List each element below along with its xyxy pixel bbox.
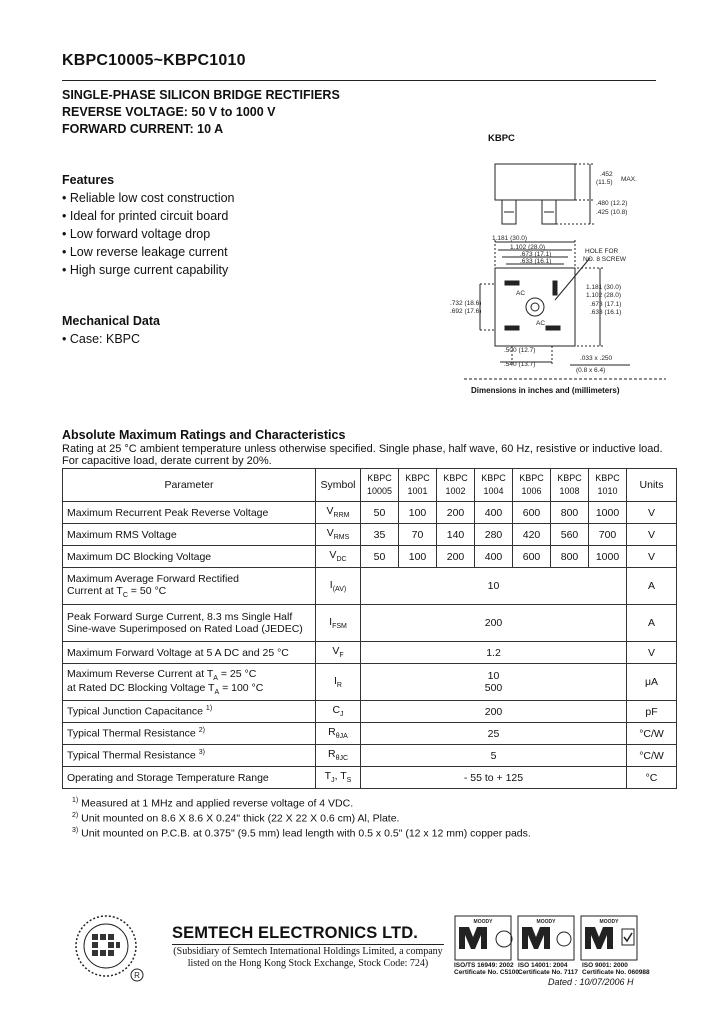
package-side-body: [495, 164, 575, 200]
dim-label: .033 x .250: [580, 355, 613, 362]
terminal-pad: [505, 326, 519, 330]
cert-label: ISO 9001: 2000: [582, 962, 628, 969]
cert-brand: MOODY: [473, 919, 493, 925]
moody-logo-icon: [459, 927, 487, 949]
subtitle-line-1: SINGLE-PHASE SILICON BRIDGE RECTIFIERS: [62, 88, 340, 102]
certification-logos: [454, 915, 640, 963]
ratings-description: For capacitive load, derate current by 20%.: [62, 455, 272, 467]
terminal-pad: [505, 281, 519, 285]
dim-label: .732 (18.6): [450, 300, 482, 307]
dim-label: 1.102 (28.0): [510, 244, 546, 251]
screw-hole: [526, 298, 544, 316]
dim-label: .500 (12.7): [504, 347, 536, 354]
dim-label: .452: [600, 171, 613, 178]
header-units: Units: [627, 469, 677, 502]
package-label: KBPC: [488, 133, 515, 144]
table-row: Maximum Reverse Current at $T_A = 25$ °C at Rated DC Blocking Voltage $T_A = 100$ °C $I_R$ 10 500 μA: [63, 664, 677, 701]
table-row: Maximum Forward Voltage at 5 A DC and 25 °C $V_F$ 1.2 V: [63, 642, 677, 664]
mechanical-case: • Case: KBPC: [62, 332, 141, 346]
company-listing: listed on the Hong Kong Stock Exchange, Stock Code: 724): [187, 958, 429, 969]
dim-label: MAX.: [621, 176, 637, 183]
table-row: Maximum RMS Voltage $V_{RMS}$ 35 70 140 280 420 560 700 V: [63, 524, 677, 546]
dim-label: .633 (16.1): [590, 309, 622, 316]
cert-number: Certificate No. C5100: [454, 969, 520, 976]
dim-label: AC: [516, 290, 526, 297]
dim-label: .673 (17.1): [590, 301, 622, 308]
header-symbol: Symbol: [316, 469, 361, 502]
table-row: Typical Junction Capacitance $^{1)}$ $C_J$ 200 pF: [63, 701, 677, 723]
package-drawing: [440, 150, 680, 386]
header-part: KBPC 1001: [399, 469, 437, 502]
dim-label: 1.181 (30.0): [586, 284, 622, 291]
moody-logo-icon: [585, 927, 613, 949]
dim-label: NO. 8 SCREW: [583, 256, 626, 263]
svg-text:R: R: [134, 971, 140, 980]
terminal-pad: [553, 281, 557, 295]
feature-item: • Low forward voltage drop: [62, 227, 211, 241]
company-subsidiary: (Subsidiary of Semtech International Holdings Limited, a company: [173, 946, 443, 957]
header-part: KBPC 1004: [475, 469, 513, 502]
feature-item: • Ideal for printed circuit board: [62, 209, 229, 223]
subtitle-line-3: FORWARD CURRENT: 10 A: [62, 122, 224, 136]
ratings-heading: Absolute Maximum Ratings and Characteristics: [62, 428, 346, 442]
dim-label: .673 (17.1): [520, 251, 552, 258]
cert-number: Certificate No. 7117: [518, 969, 578, 976]
dim-label: (0.8 x 6.4): [576, 367, 606, 374]
cert-label: ISO/TS 16949: 2002: [454, 962, 514, 969]
cert-number: Certificate No. 060988: [582, 969, 650, 976]
mechanical-heading: Mechanical Data: [62, 314, 160, 328]
moody-logo-icon: [522, 927, 550, 949]
footnote: $^{2)}$ Unit mounted on 8.6 X 8.6 X 0.24" thick (22 X 22 X 0.6 cm) Al, Plate.: [72, 812, 400, 825]
company-name: SEMTECH ELECTRONICS LTD.: [172, 924, 418, 942]
company-rule: [172, 944, 444, 945]
registered-mark-icon: [130, 968, 144, 982]
dim-label: .633 (16.1): [520, 258, 552, 265]
terminal-pad: [546, 326, 560, 330]
table-row: Typical Thermal Resistance $^{2)}$ $R_{\theta JA}$ 25 °C/W: [63, 723, 677, 745]
table-row: Maximum Average Forward Rectified Current at $T_C = 50$ °C $I_{(AV)}$ 10 A: [63, 568, 677, 605]
footnote: $^{3)}$ Unit mounted on P.C.B. at 0.375" (9.5 mm) lead length with 0.5 x 0.5" (12 x 12 mm) copper pads.: [72, 827, 531, 840]
ratings-table: [62, 468, 677, 789]
ratings-description: Rating at 25 °C ambient temperature unless otherwise specified. Single phase, half wave, 60 Hz, resistive or inductive load.: [62, 443, 663, 455]
header-part: KBPC 10005: [361, 469, 399, 502]
dim-label: AC: [536, 320, 546, 327]
title-rule: [62, 80, 656, 81]
check-icon: [624, 933, 632, 941]
header-part: KBPC 1008: [551, 469, 589, 502]
dim-label: .540 (13.7): [504, 361, 536, 368]
table-row: Peak Forward Surge Current, 8.3 ms Single Half Sine-wave Superimposed on Rated Load (JEDEC) $I_{FSM}$ 200 A: [63, 605, 677, 642]
dimensions-note: Dimensions in inches and (millimeters): [471, 386, 620, 395]
dim-label: .480 (12.2): [596, 200, 628, 207]
table-row: Maximum Recurrent Peak Reverse Voltage $V_{RRM}$ 50 100 200 400 600 800 1000 V: [63, 502, 677, 524]
dim-label: HOLE FOR: [585, 248, 619, 255]
dim-label: (11.5): [596, 179, 613, 186]
page-title: KBPC10005~KBPC1010: [62, 52, 246, 69]
dim-label: .425 (10.8): [596, 209, 628, 216]
feature-item: • High surge current capability: [62, 263, 229, 277]
table-row: Operating and Storage Temperature Range $T_J$, $T_S$ - 55 to + 125 °C: [63, 767, 677, 789]
features-heading: Features: [62, 173, 115, 187]
dim-label: 1.102 (28.0): [586, 292, 622, 299]
subtitle-line-2: REVERSE VOLTAGE: 50 V to 1000 V: [62, 105, 276, 119]
header-part: KBPC 1006: [513, 469, 551, 502]
header-part: KBPC 1010: [589, 469, 627, 502]
dim-label: 1.181 (30.0): [492, 235, 528, 242]
cert-label: ISO 14001: 2004: [518, 962, 568, 969]
cert-brand: MOODY: [536, 919, 556, 925]
package-top-body: [495, 268, 575, 346]
footnote: $^{1)}$ Measured at 1 MHz and applied reverse voltage of 4 VDC.: [72, 797, 354, 810]
dated-label: Dated : 10/07/2006 H: [548, 977, 634, 987]
dim-label: .692 (17.6): [450, 308, 482, 315]
cert-brand: MOODY: [599, 919, 619, 925]
header-part: KBPC 1002: [437, 469, 475, 502]
header-parameter: Parameter: [63, 469, 316, 502]
table-row: Maximum DC Blocking Voltage $V_{DC}$ 50 100 200 400 600 800 1000 V: [63, 546, 677, 568]
table-row: Typical Thermal Resistance $^{3)}$ $R_{\theta JC}$ 5 °C/W: [63, 745, 677, 767]
feature-item: • Low reverse leakage current: [62, 245, 228, 259]
feature-item: • Reliable low cost construction: [62, 191, 235, 205]
table-header-row: [63, 469, 677, 502]
